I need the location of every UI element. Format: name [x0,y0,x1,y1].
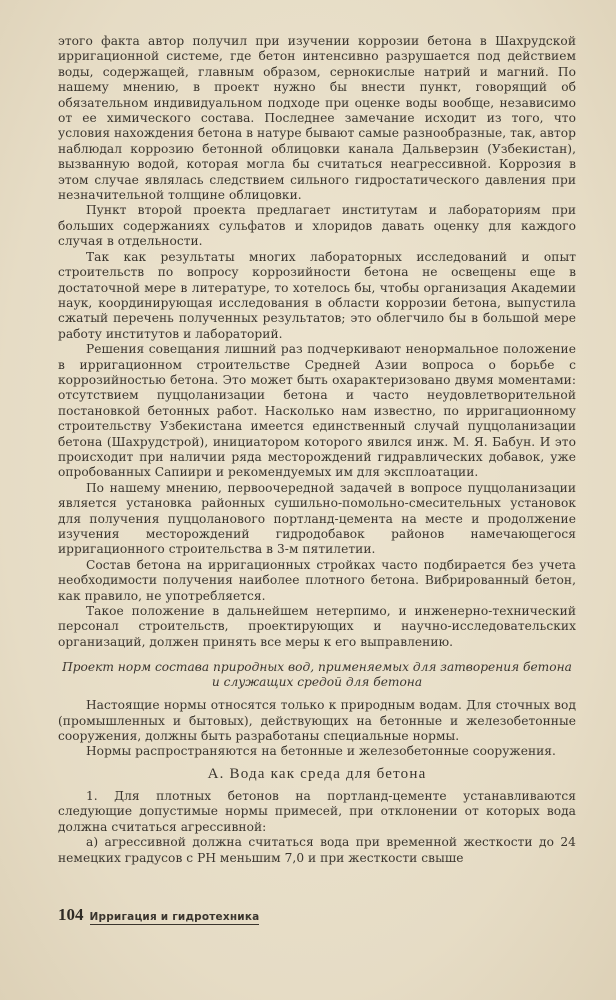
subsection-paragraph-1: 1. Для плотных бетонов на портланд-цементе устанавливаются следующие допустимые нормы примесей, при отклонении от которых вода должна считаться агрессивной: [58,788,576,834]
paragraph-6: Состав бетона на ирригационных стройках часто подбирается без учета необходимости получения наиболее плотного бетона. Вибрированный бетон, как правило, не употребляется. [58,557,576,603]
paragraph-4: Решения совещания лишний раз подчеркивают ненормальное положение в ирригационном строительстве Средней Азии вопроса о борьбе с коррозийностью бетона. Это может быть охарактеризовано двумя моментами: отсутствием пуццоланизации бетона и часто неудовлетворительной постановкой бетонных работ. Насколько нам известно, по ирригационному строительству Узбекистана имеется единственный случай пуццоланизации бетона (Шахрудстрой), инициатором которого явился инж. М. Я. Бабун. И это происходит при наличии ряда месторождений гидравлических добавок, уже опробованных Сапиири и рекомендуемых им для эксплоатации. [58,342,576,480]
paragraph-5: По нашему мнению, первоочередной задачей в вопросе пуццоланизации является установка районных сушильно-помольно-смесительных установок для получения пуццоланового портланд-цемента на месте и продолжение изучения месторождений гидродобавок районов намечающегося ирригационного строительства в 3-м пятилетии. [58,480,576,557]
page-footer [58,905,259,925]
page-number: 104 [58,905,84,924]
subsection-title: А. Вода как среда для бетона [207,765,427,782]
paragraph-2: Пункт второй проекта предлагает институтам и лабораториям при больших содержаниях сульфатов и хлоридов давать оценку для каждого случая в отдельности. [58,203,576,249]
section-title: Проект норм состава природных вод, применяемых для затворения бетона и служащих средой для бетона [62,660,572,690]
paragraph-7: Такое положение в дальнейшем нетерпимо, и инженерно-технический персонал строительств, проектирующих и научно-исследовательских организаций, должен принять все меры к его выправлению. [58,604,576,649]
section-paragraph-2: Нормы распространяются на бетонные и железобетонные сооружения. [86,744,556,759]
paragraph-1: этого факта автор получил при изучении коррозии бетона в Шахрудской ирригационной системе, где бетон интенсивно разрушается под действием воды, содержащей, главным образом, сернокислые натрий и магний. По нашему мнению, в проект нужно бы внести пункт, говорящий об обязательном индивидуальном подходе при оценке воды вообще, независимо от ее химического состава. Последнее замечание исходит из того, что условия нахождения бетона в натуре бывают самые разнообразные, так, автор наблюдал коррозию бетонной облицовки канала Дальверзин (Узбекистан), вызванную водой, которая могла бы считаться неагрессивной. Коррозия в этом случае являлась следствием сильного гидростатического давления при незначительной толщине облицовки. [58,34,576,203]
section-paragraph-1: Настоящие нормы относятся только к природным водам. Для сточных вод (промышленных и бытовых), действующих на бетонные и железобетонные сооружения, должны быть разработаны специальные нормы. [58,698,576,744]
paragraph-3: Так как результаты многих лабораторных исследований и опыт строительств по вопросу коррозийности бетона не освещены еще в достаточной мере в литературе, то хотелось бы, чтобы организация Академии наук, координирующая исследования в области коррозии бетона, выпустила сжатый перечень полученных результатов; это облегчило бы в большой мере работу институтов и лабораторий. [58,249,576,341]
subsection-paragraph-2: а) агрессивной должна считаться вода при временной жесткости до 24 немецких градусов с PH меньшим 7,0 и при жесткости свыше [58,835,576,865]
journal-title: Ирригация и гидротехника [89,911,260,923]
